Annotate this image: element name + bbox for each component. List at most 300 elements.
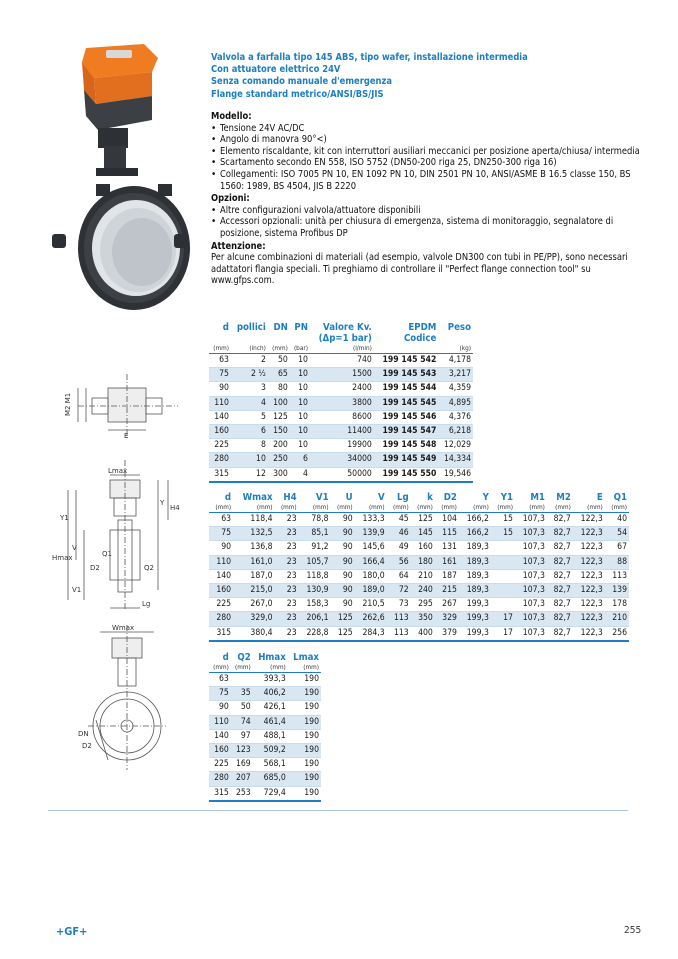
- table-cell: 125: [411, 513, 435, 527]
- table-cell: 329,0: [233, 612, 274, 626]
- table-cell: 189,3: [459, 569, 491, 583]
- column-header: [438, 333, 473, 344]
- table-cell: 210,5: [355, 598, 387, 612]
- table-cell: 107,3: [515, 598, 547, 612]
- table-cell: 400: [411, 626, 435, 641]
- table-cell: 240: [411, 584, 435, 598]
- table-cell: 67: [605, 541, 629, 555]
- table-cell: 3: [231, 382, 268, 396]
- column-unit: (mm): [231, 663, 253, 673]
- table-cell: 315: [209, 626, 233, 641]
- table-row: [209, 467, 473, 482]
- label-v: V: [72, 544, 77, 552]
- attenzione-heading: Attenzione:: [211, 240, 266, 252]
- table-row: [209, 715, 321, 729]
- column-unit: (mm): [209, 503, 233, 513]
- page-number: 255: [624, 925, 642, 936]
- table-cell: 190: [288, 758, 321, 772]
- table-cell: 158,3: [299, 598, 331, 612]
- table-cell: [491, 598, 515, 612]
- column-header: Q2: [237, 652, 251, 663]
- table-cell: 199 145 546: [374, 410, 438, 424]
- table-cell: 3800: [310, 396, 374, 410]
- table-cell: 75: [209, 687, 231, 701]
- table-cell: 139,9: [355, 527, 387, 541]
- table-cell: 107,3: [515, 527, 547, 541]
- table-cell: 91,2: [299, 541, 331, 555]
- table-cell: 78,8: [299, 513, 331, 527]
- label-d2: D2: [90, 564, 100, 572]
- table-cell: 19,546: [438, 467, 473, 482]
- table-cell: 122,3: [573, 513, 605, 527]
- table-cell: 82,7: [547, 612, 573, 626]
- table-cell: 118,4: [233, 513, 274, 527]
- table-row: [209, 701, 321, 715]
- table-cell: 145,6: [355, 541, 387, 555]
- label-v1: V1: [72, 586, 82, 594]
- table-cell: 122,3: [573, 584, 605, 598]
- column-header: d: [222, 652, 229, 663]
- table-cell: 199 145 544: [374, 382, 438, 396]
- table-cell: 122,3: [573, 541, 605, 555]
- table-cell: 685,0: [253, 772, 288, 786]
- table-cell: 140: [209, 569, 233, 583]
- table-cell: 107,3: [515, 612, 547, 626]
- modello-list: [211, 123, 641, 193]
- table-cell: [491, 584, 515, 598]
- table-cell: 2: [231, 354, 268, 368]
- table-cell: 190: [288, 729, 321, 743]
- table-cell: 23: [275, 555, 299, 569]
- table-cell: 4,376: [438, 410, 473, 424]
- table-cell: 56: [387, 555, 411, 569]
- opzioni-list: [211, 205, 641, 240]
- table-cell: 280: [209, 772, 231, 786]
- table-row: [209, 368, 473, 382]
- table-cell: 199 145 550: [374, 467, 438, 482]
- table-cell: 65: [268, 368, 290, 382]
- table-cell: 729,4: [253, 786, 288, 801]
- table-cell: 740: [310, 354, 374, 368]
- column-header: Hmax: [258, 652, 286, 663]
- table-cell: [491, 569, 515, 583]
- table-cell: 90: [331, 541, 355, 555]
- table-cell: 34000: [310, 453, 374, 467]
- table-cell: [491, 541, 515, 555]
- column-unit: (kg): [438, 344, 473, 354]
- column-unit: (mm): [209, 344, 231, 354]
- table-cell: 6: [290, 453, 310, 467]
- table-cell: 107,3: [515, 541, 547, 555]
- table-cell: 82,7: [547, 513, 573, 527]
- table-cell: 199 145 545: [374, 396, 438, 410]
- table-cell: 113: [605, 569, 629, 583]
- table-cell: 4,178: [438, 354, 473, 368]
- table-cell: 97: [231, 729, 253, 743]
- table-cell: 189,3: [459, 541, 491, 555]
- column-header: Y1: [500, 492, 513, 503]
- table-cell: 132,5: [233, 527, 274, 541]
- table-row: [209, 729, 321, 743]
- table-cell: 45: [387, 513, 411, 527]
- table-row: [209, 425, 473, 439]
- table-cell: 90: [331, 598, 355, 612]
- table-cell: 100: [268, 396, 290, 410]
- table-row: [209, 626, 629, 641]
- table-cell: 90: [331, 527, 355, 541]
- table-cell: 50: [268, 354, 290, 368]
- table-cell: 3,217: [438, 368, 473, 382]
- table-cell: 393,3: [253, 673, 288, 687]
- table-cell: 23: [275, 612, 299, 626]
- column-header: Lmax: [293, 652, 319, 663]
- title-line-4: Flange standard metrico/ANSI/BS/JIS: [211, 88, 384, 100]
- table-cell: 166,2: [459, 513, 491, 527]
- page-separator: [48, 810, 628, 811]
- label-d2-front: D2: [82, 742, 92, 750]
- modello-item: • Collegamenti: ISO 7005 PN 10, EN 1092 PN 10, DIN 2501 PN 10, ANSI/ASME B 16.5 classe 150, BS 1560: 1989, BS 4504, JIS B 2220: [211, 169, 641, 192]
- column-unit: (mm): [299, 503, 331, 513]
- table-cell: 253: [231, 786, 253, 801]
- table-cell: 187: [435, 569, 459, 583]
- column-unit: (mm): [233, 503, 274, 513]
- column-unit: (mm): [411, 503, 435, 513]
- table-cell: 90: [209, 382, 231, 396]
- column-unit: (bar): [290, 344, 310, 354]
- table-cell: 2 ½: [231, 368, 268, 382]
- column-header: V: [377, 492, 385, 503]
- table-cell: 12,029: [438, 439, 473, 453]
- opzioni-item: • Accessori opzionali: unità per chiusura di emergenza, sistema di monitoraggio, segnalatore di posizione, sistema Profibus DP: [211, 216, 641, 239]
- table-cell: 210: [411, 569, 435, 583]
- column-header: k: [427, 492, 433, 503]
- table-cell: 122,3: [573, 569, 605, 583]
- table-cell: 280: [209, 612, 233, 626]
- spec-block: [211, 110, 641, 287]
- column-header: PN: [294, 322, 308, 333]
- table-cell: 4,895: [438, 396, 473, 410]
- title-line-1: Valvola a farfalla tipo 145 ABS, tipo wafer, installazione intermedia: [211, 52, 528, 63]
- table-cell: 568,1: [253, 758, 288, 772]
- table-cell: 23: [275, 626, 299, 641]
- column-header: Y: [482, 492, 489, 503]
- table-cell: 107,3: [515, 569, 547, 583]
- table-cell: 4: [231, 396, 268, 410]
- table-cell: 10: [290, 439, 310, 453]
- table-cell: 14,334: [438, 453, 473, 467]
- table-cell: 295: [411, 598, 435, 612]
- table-cell: 122,3: [573, 598, 605, 612]
- table-cell: 107,3: [515, 626, 547, 641]
- table-cell: 63: [209, 673, 231, 687]
- column-header: d: [222, 322, 229, 333]
- table-codes: [209, 322, 473, 483]
- table-cell: 180,0: [355, 569, 387, 583]
- table-cell: 161,0: [233, 555, 274, 569]
- label-hmax: Hmax: [52, 554, 73, 562]
- table-cell: 1500: [310, 368, 374, 382]
- column-header: U: [345, 492, 353, 503]
- table-cell: 160: [411, 541, 435, 555]
- table-cell: 40: [605, 513, 629, 527]
- table-row: [209, 541, 629, 555]
- column-header: [268, 333, 290, 344]
- label-dn: DN: [78, 730, 89, 738]
- table-cell: 190: [288, 687, 321, 701]
- table-cell: 190: [288, 786, 321, 801]
- modello-item: • Tensione 24V AC/DC: [211, 123, 641, 135]
- table-cell: 131: [435, 541, 459, 555]
- table-cell: 315: [209, 467, 231, 482]
- table-cell: 63: [209, 513, 233, 527]
- table-cell: 11400: [310, 425, 374, 439]
- table-cell: 17: [491, 612, 515, 626]
- table-cell: 225: [209, 439, 231, 453]
- column-unit: (mm): [253, 663, 288, 673]
- table-cell: 166,2: [459, 527, 491, 541]
- column-header: Codice: [403, 333, 437, 344]
- table-cell: 72: [387, 584, 411, 598]
- table-cell: 10: [231, 453, 268, 467]
- table-cell: 10: [290, 382, 310, 396]
- table-cell: 199,3: [459, 626, 491, 641]
- table-cell: 488,1: [253, 729, 288, 743]
- column-header: Wmax: [242, 492, 273, 503]
- label-m2-m1: M2 M1: [64, 392, 72, 416]
- table-cell: 50: [231, 701, 253, 715]
- table-cell: 190: [288, 673, 321, 687]
- column-header: [209, 333, 231, 344]
- column-unit: (mm): [459, 503, 491, 513]
- table-cell: 199 145 547: [374, 425, 438, 439]
- table-cell: 189,0: [355, 584, 387, 598]
- table-row: [209, 758, 321, 772]
- table-row: [209, 598, 629, 612]
- table-cell: 406,2: [253, 687, 288, 701]
- table-cell: 23: [275, 527, 299, 541]
- table-row: [209, 396, 473, 410]
- table-cell: 284,3: [355, 626, 387, 641]
- table-heights: [209, 652, 321, 802]
- modello-heading: Modello:: [211, 111, 252, 122]
- table-cell: 190: [288, 701, 321, 715]
- table-cell: 461,4: [253, 715, 288, 729]
- modello-item: • Angolo di manovra 90°<): [211, 134, 641, 146]
- column-header: Valore Kv.: [323, 322, 372, 333]
- table-cell: 509,2: [253, 744, 288, 758]
- column-unit: (mm): [435, 503, 459, 513]
- table-cell: 190: [288, 772, 321, 786]
- column-unit: (mm): [331, 503, 355, 513]
- table-cell: 215,0: [233, 584, 274, 598]
- table-cell: 50000: [310, 467, 374, 482]
- table-row: [209, 687, 321, 701]
- table-cell: 75: [209, 527, 233, 541]
- table-cell: 206,1: [299, 612, 331, 626]
- table-row: [209, 513, 629, 527]
- table-row: [209, 786, 321, 801]
- table-cell: 199 145 543: [374, 368, 438, 382]
- column-unit: (mm): [209, 663, 231, 673]
- table-cell: 315: [209, 786, 231, 801]
- column-header: (Δp=1 bar): [318, 333, 372, 344]
- table-cell: 199,3: [459, 598, 491, 612]
- column-unit: (mm): [491, 503, 515, 513]
- column-header: EPDM: [408, 322, 437, 333]
- table-cell: 74: [231, 715, 253, 729]
- table-cell: 210: [605, 612, 629, 626]
- table-cell: 178: [605, 598, 629, 612]
- title-line-3: Senza comando manuale d'emergenza: [211, 76, 392, 88]
- column-header: E: [596, 492, 603, 503]
- table-cell: 166,4: [355, 555, 387, 569]
- table-cell: 426,1: [253, 701, 288, 715]
- modello-item: • Scartamento secondo EN 558, ISO 5752 (DN50-200 riga 25, DN250-300 riga 16): [211, 157, 641, 169]
- table-cell: 180: [411, 555, 435, 569]
- product-title: [211, 52, 631, 101]
- table-cell: 12: [231, 467, 268, 482]
- table-cell: 280: [209, 453, 231, 467]
- table-cell: 10: [290, 396, 310, 410]
- table-cell: 6: [231, 425, 268, 439]
- table-cell: 90: [331, 584, 355, 598]
- table-cell: 82,7: [547, 555, 573, 569]
- table-cell: 73: [387, 598, 411, 612]
- label-q1: Q1: [102, 550, 112, 558]
- table-cell: 267: [435, 598, 459, 612]
- table-cell: 2400: [310, 382, 374, 396]
- table-cell: 4: [290, 467, 310, 482]
- column-header: H4: [283, 492, 297, 503]
- column-unit: (mm): [605, 503, 629, 513]
- table-cell: 250: [268, 453, 290, 467]
- table-cell: [231, 673, 253, 687]
- table-cell: 4,359: [438, 382, 473, 396]
- table-cell: 122,3: [573, 527, 605, 541]
- table-cell: 200: [268, 439, 290, 453]
- table-cell: 133,3: [355, 513, 387, 527]
- table-cell: 122,3: [573, 555, 605, 569]
- column-unit: (l/min): [310, 344, 374, 354]
- table-cell: 190: [288, 744, 321, 758]
- table-cell: 90: [331, 513, 355, 527]
- table-cell: 64: [387, 569, 411, 583]
- table-cell: 88: [605, 555, 629, 569]
- table-cell: 160: [209, 584, 233, 598]
- label-lmax: Lmax: [108, 467, 128, 475]
- table-cell: 130,9: [299, 584, 331, 598]
- column-header: V1: [315, 492, 329, 503]
- table-cell: 115: [435, 527, 459, 541]
- table-row: [209, 744, 321, 758]
- table-cell: 23: [275, 569, 299, 583]
- table-cell: 105,7: [299, 555, 331, 569]
- table-cell: 82,7: [547, 541, 573, 555]
- attenzione-text: Per alcune combinazioni di materiali (ad esempio, valvole DN300 con tubi in PE/PP), sono necessari adattatori flangia speciali. Ti preghiamo di controllare il "Perfect flange connection tool" su www.gfps.com.: [211, 252, 628, 287]
- table-cell: 107,3: [515, 555, 547, 569]
- opzioni-heading: Opzioni:: [211, 193, 250, 205]
- table-cell: 189,3: [459, 555, 491, 569]
- table-cell: 15: [491, 513, 515, 527]
- table-row: [209, 569, 629, 583]
- table-row: [209, 673, 321, 687]
- table-cell: 49: [387, 541, 411, 555]
- table-cell: 8: [231, 439, 268, 453]
- table-cell: 10: [290, 425, 310, 439]
- table-cell: 107,3: [515, 513, 547, 527]
- table-cell: 23: [275, 513, 299, 527]
- table-cell: 199 145 549: [374, 453, 438, 467]
- table-cell: 228,8: [299, 626, 331, 641]
- table-cell: 169: [231, 758, 253, 772]
- table-cell: 82,7: [547, 527, 573, 541]
- table-dimensions: [209, 492, 629, 642]
- table-cell: 8600: [310, 410, 374, 424]
- table-cell: 207: [231, 772, 253, 786]
- table-cell: 90: [331, 555, 355, 569]
- title-line-2: Con attuatore elettrico 24V: [211, 64, 341, 76]
- table-cell: 136,8: [233, 541, 274, 555]
- label-h4: H4: [170, 504, 180, 512]
- column-header: d: [224, 492, 232, 503]
- table-cell: 23: [275, 598, 299, 612]
- table-cell: 145: [411, 527, 435, 541]
- column-unit: (inch): [231, 344, 268, 354]
- table-cell: 380,4: [233, 626, 274, 641]
- table-cell: 262,6: [355, 612, 387, 626]
- table-cell: 225: [209, 598, 233, 612]
- table-row: [209, 612, 629, 626]
- table-cell: 110: [209, 555, 233, 569]
- table-cell: 187,0: [233, 569, 274, 583]
- table-row: [209, 555, 629, 569]
- table-row: [209, 584, 629, 598]
- table-cell: 23: [275, 584, 299, 598]
- table-cell: 125: [331, 612, 355, 626]
- table-cell: 110: [209, 396, 231, 410]
- table-cell: 6,218: [438, 425, 473, 439]
- table-cell: 139: [605, 584, 629, 598]
- column-header: DN: [273, 322, 288, 333]
- table-cell: 75: [209, 368, 231, 382]
- table-cell: 150: [268, 425, 290, 439]
- column-unit: [374, 344, 438, 354]
- column-unit: (mm): [268, 344, 290, 354]
- table-row: [209, 772, 321, 786]
- table-cell: 199,3: [459, 612, 491, 626]
- table-cell: 10: [290, 410, 310, 424]
- table-cell: 215: [435, 584, 459, 598]
- column-header: [290, 333, 310, 344]
- table-cell: 10: [290, 368, 310, 382]
- label-y1: Y1: [60, 514, 69, 522]
- table-cell: 113: [387, 612, 411, 626]
- table-cell: 123: [231, 744, 253, 758]
- column-unit: (mm): [355, 503, 387, 513]
- table-cell: 82,7: [547, 598, 573, 612]
- table-cell: 122,3: [573, 626, 605, 641]
- column-unit: (mm): [288, 663, 321, 673]
- table-cell: 225: [209, 758, 231, 772]
- table-cell: 122,3: [573, 612, 605, 626]
- table-cell: 113: [387, 626, 411, 641]
- column-header: pollici: [236, 322, 266, 333]
- table-cell: 300: [268, 467, 290, 482]
- table-cell: 85,1: [299, 527, 331, 541]
- table-cell: 80: [268, 382, 290, 396]
- technical-drawings: [48, 360, 208, 810]
- modello-item: • Elemento riscaldante, kit con interruttori ausiliari meccanici per posizione aperta/chiusa/ intermedia: [211, 146, 641, 158]
